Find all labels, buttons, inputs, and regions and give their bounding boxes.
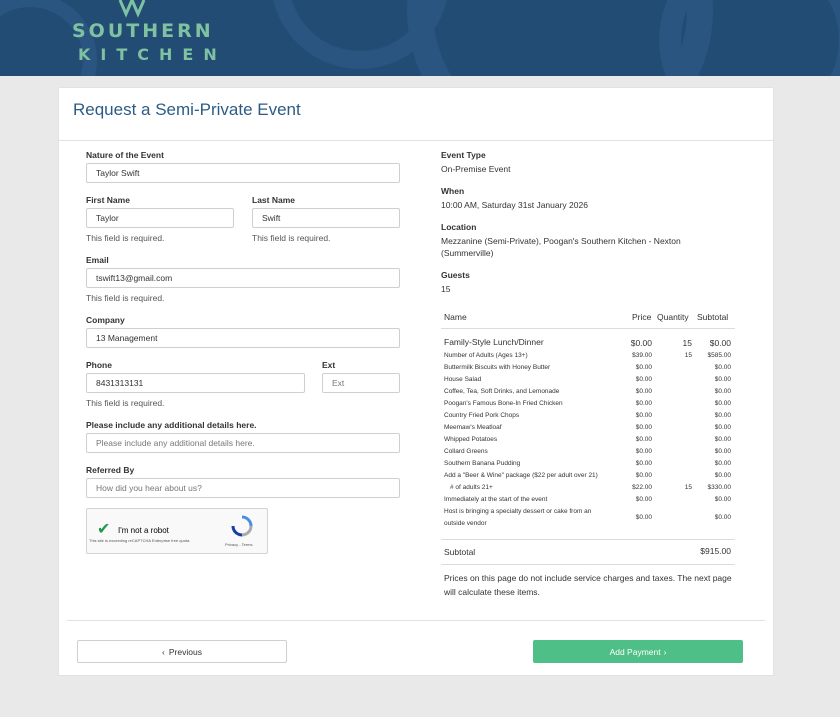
dessert-row-name-line1: Host is bringing a specialty dessert or cake from an	[444, 508, 592, 515]
when-label: When	[441, 186, 465, 196]
guests-value: 15	[441, 284, 451, 294]
item-row-price: $0.00	[635, 496, 652, 503]
recaptcha-terms[interactable]: Privacy - Terms	[225, 542, 253, 547]
item-row-price: $0.00	[635, 460, 652, 467]
previous-button-label: Previous	[168, 646, 202, 657]
item-row-name: Coffee, Tea, Soft Drinks, and Lemonade	[444, 388, 560, 395]
item-row-name: Meemaw's Meatloaf	[444, 424, 502, 431]
total-value: $915.00	[700, 546, 731, 556]
chevron-left-icon: ‹	[162, 646, 165, 657]
col-header-subtotal: Subtotal	[697, 312, 729, 322]
item-row-subtotal: $0.00	[714, 412, 731, 419]
dessert-row-name-line2: outside vendor	[444, 520, 487, 527]
recaptcha-quota-text: This site is exceeding reCAPTCHA Enterprise free quota.	[89, 538, 191, 543]
table-header-divider	[441, 328, 735, 329]
col-header-price: Price	[632, 312, 652, 322]
item-row-price: $0.00	[635, 436, 652, 443]
dessert-row-price: $0.00	[635, 514, 652, 521]
total-divider-top	[441, 539, 735, 540]
first-name-error: This field is required.	[86, 233, 165, 243]
item-row-subtotal: $0.00	[714, 388, 731, 395]
nature-label: Nature of the Event	[86, 150, 164, 160]
item-row-price: $0.00	[635, 376, 652, 383]
last-name-label: Last Name	[252, 195, 295, 205]
details-label: Please include any additional details here.	[86, 420, 257, 430]
item-row-subtotal: $0.00	[714, 460, 731, 467]
item-row-price: $22.00	[632, 484, 652, 491]
item-row-name: Whipped Potatoes	[444, 436, 498, 443]
item-row-price: $0.00	[635, 472, 652, 479]
request-form-card	[58, 87, 774, 676]
logo-emblem-icon	[118, 0, 146, 18]
item-row-price: $0.00	[635, 424, 652, 431]
package-name: Family-Style Lunch/Dinner	[444, 337, 544, 347]
logo-text-kitchen: KITCHEN	[78, 45, 227, 64]
item-row-price: $0.00	[635, 388, 652, 395]
item-row-price: $0.00	[635, 448, 652, 455]
col-header-name: Name	[444, 312, 467, 322]
item-row-name: Add a "Beer & Wine" package ($22 per adult over 21)	[444, 472, 598, 479]
add-payment-button[interactable]	[533, 640, 743, 663]
item-row-name: Poogan's Famous Bone-In Fried Chicken	[444, 400, 563, 407]
phone-input[interactable]	[86, 373, 305, 393]
item-row-name: Number of Adults (Ages 13+)	[444, 352, 528, 359]
item-row-subtotal: $0.00	[714, 364, 731, 371]
pricing-note: Prices on this page do not include service charges and taxes. The next page will calculate these items.	[444, 573, 732, 597]
previous-button[interactable]	[77, 640, 287, 663]
item-row-name: House Salad	[444, 376, 482, 383]
item-row-subtotal: $0.00	[714, 448, 731, 455]
email-label: Email	[86, 255, 109, 265]
item-row-subtotal: $0.00	[714, 436, 731, 443]
item-row-qty: 15	[684, 352, 692, 359]
dessert-row-name	[444, 508, 616, 528]
item-row-price: $39.00	[632, 352, 652, 359]
footer-divider	[67, 620, 765, 621]
item-row-subtotal: $0.00	[714, 424, 731, 431]
total-divider-bottom	[441, 564, 735, 565]
package-qty: 15	[682, 338, 692, 348]
item-row-name: Southern Banana Pudding	[444, 460, 521, 467]
referred-input[interactable]	[86, 478, 400, 498]
company-input[interactable]	[86, 328, 400, 348]
guests-label: Guests	[441, 270, 470, 280]
location-label: Location	[441, 222, 477, 232]
event-type-value: On-Premise Event	[441, 164, 511, 174]
recaptcha-widget[interactable]	[86, 508, 268, 554]
recaptcha-label: I'm not a robot	[118, 526, 169, 535]
when-value: 10:00 AM, Saturday 31st January 2026	[441, 200, 588, 210]
add-payment-button-label: Add Payment	[609, 646, 661, 657]
header-banner	[0, 0, 840, 76]
chevron-right-icon: ›	[663, 646, 667, 657]
ext-input[interactable]	[322, 373, 400, 393]
item-row-subtotal: $0.00	[714, 472, 731, 479]
package-price: $0.00	[630, 338, 652, 348]
item-row-name: Buttermilk Biscuits with Honey Butter	[444, 364, 551, 371]
item-row-name: Country Fried Pork Chops	[444, 412, 520, 419]
recaptcha-logo-icon	[231, 515, 253, 537]
referred-label: Referred By	[86, 465, 135, 475]
first-name-input[interactable]	[86, 208, 234, 228]
first-name-label: First Name	[86, 195, 130, 205]
logo-text-southern: SOUTHERN	[72, 20, 214, 42]
email-input[interactable]	[86, 268, 400, 288]
event-type-label: Event Type	[441, 150, 486, 160]
item-row-name: Collard Greens	[444, 448, 488, 455]
last-name-error: This field is required.	[252, 233, 331, 243]
item-row-price: $0.00	[635, 364, 652, 371]
title-divider	[59, 140, 773, 141]
phone-error: This field is required.	[86, 398, 165, 408]
item-row-qty: 15	[684, 484, 692, 491]
ext-label: Ext	[322, 360, 336, 370]
item-row-subtotal: $0.00	[714, 400, 731, 407]
nature-input[interactable]	[86, 163, 400, 183]
total-label: Subtotal	[444, 547, 476, 557]
dessert-row-subtotal: $0.00	[714, 514, 731, 521]
item-row-name: # of adults 21+	[450, 484, 493, 491]
item-row-name: Immediately at the start of the event	[444, 496, 548, 503]
location-value: Mezzanine (Semi-Private), Poogan's Southern Kitchen - Nexton (Summerville)	[441, 236, 681, 258]
item-row-price: $0.00	[635, 400, 652, 407]
item-row-price: $0.00	[635, 412, 652, 419]
phone-label: Phone	[86, 360, 112, 370]
email-error: This field is required.	[86, 293, 165, 303]
last-name-input[interactable]	[252, 208, 400, 228]
item-row-subtotal: $0.00	[714, 496, 731, 503]
company-label: Company	[86, 315, 125, 325]
checkmark-icon[interactable]: ✔	[97, 521, 111, 538]
package-subtotal: $0.00	[709, 338, 731, 348]
item-row-subtotal: $585.00	[707, 352, 731, 359]
page-title: Request a Semi-Private Event	[73, 100, 301, 119]
details-input[interactable]	[86, 433, 400, 453]
col-header-quantity: Quantity	[657, 312, 689, 322]
item-row-subtotal: $0.00	[714, 376, 731, 383]
item-row-subtotal: $330.00	[707, 484, 731, 491]
